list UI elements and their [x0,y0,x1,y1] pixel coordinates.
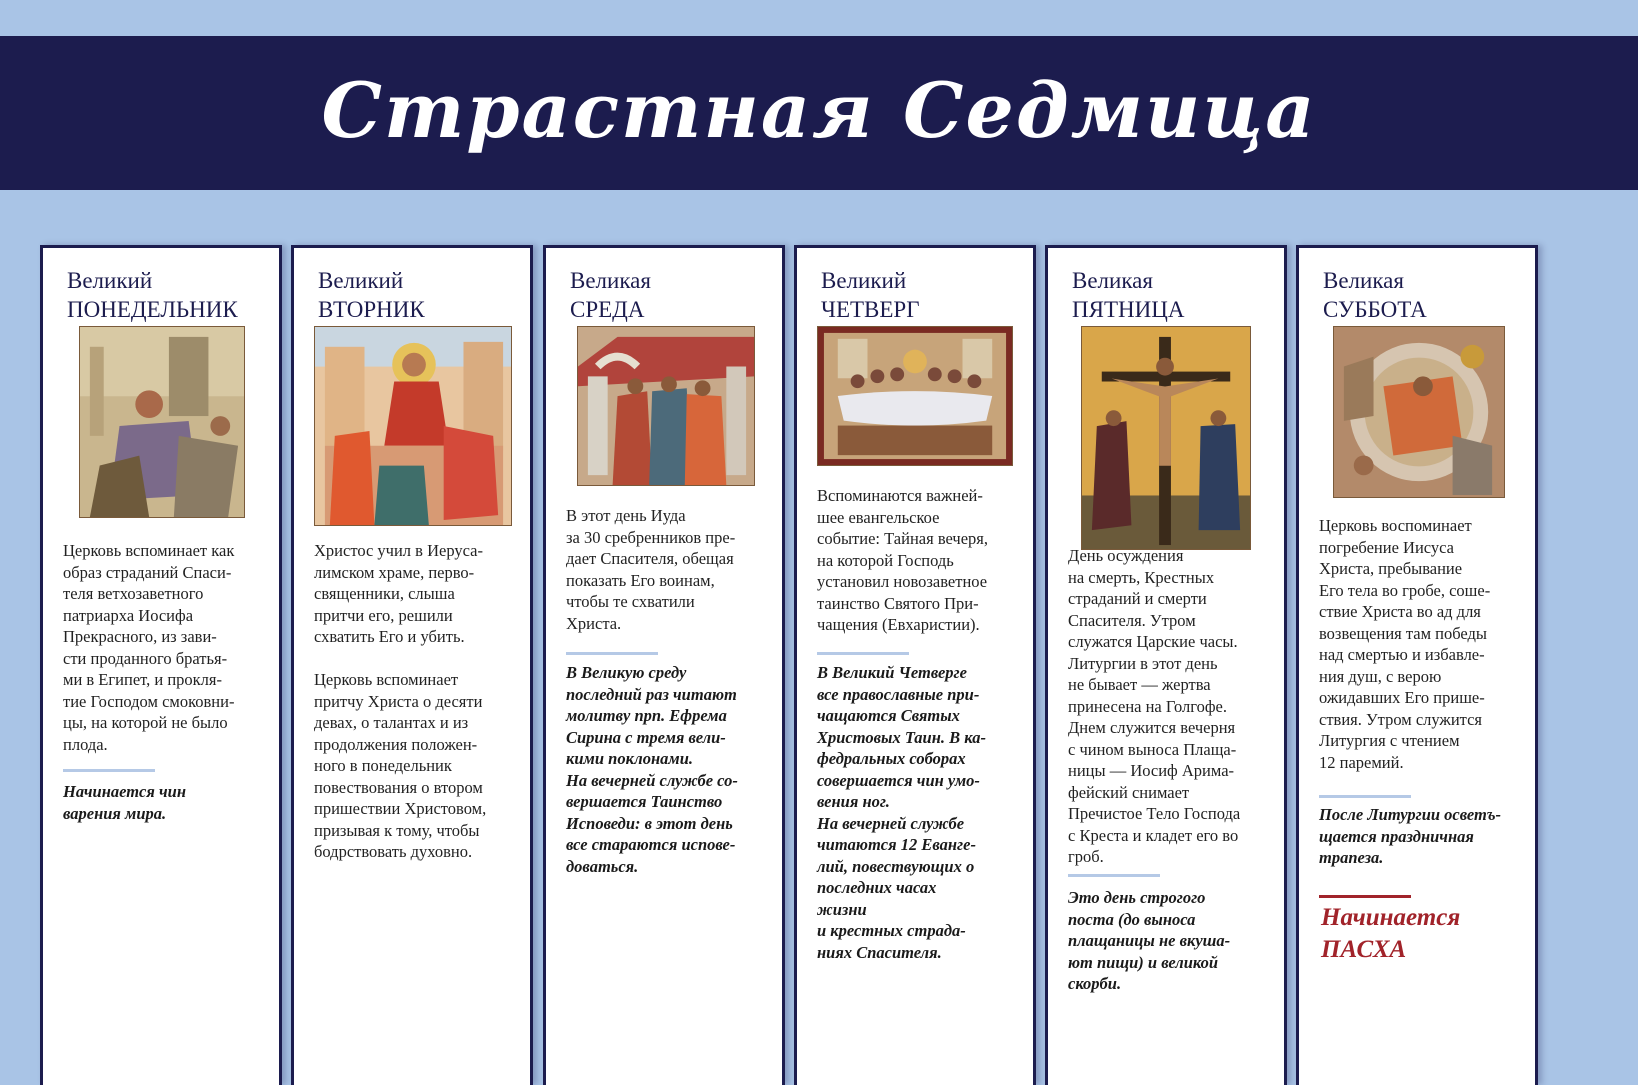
week-columns [40,245,1600,1085]
day-heading [821,266,920,324]
day-card-tuesday [291,245,533,1085]
day-heading-line1: Великий [318,268,404,293]
page-title: Страстная Седмица [321,65,1317,155]
day-description: В этот день Иуда за 30 сребренников пре- дает Спасителя, обещая показать Его воинам, чтобы те схватили Христа. [566,506,736,633]
crucifixion-icon [1081,326,1251,550]
title-banner [0,36,1638,190]
judas-betrayal-icon [577,326,755,486]
day-card-friday [1045,245,1287,1085]
day-heading [1072,266,1184,324]
divider [817,652,909,655]
day-card-monday [40,245,282,1085]
divider [566,652,658,655]
divider [1068,874,1160,877]
day-card-saturday [1296,245,1538,1085]
day-heading [67,266,238,324]
day-heading-line2: ПОНЕДЕЛЬНИК [67,297,238,322]
day-note: Начинается чин варения мира. [63,782,187,823]
day-description: Церковь вспоминает как образ страданий Спаси- теля ветхозаветного патриарха Иосифа Прекрасного, из зави- сти проданного братья- ми в Египет, и прокля- тие Господом смоковни- цы, на которой не было плода. [63,541,235,754]
joseph-icon [79,326,245,518]
day-heading-line1: Великий [821,268,907,293]
day-heading [1323,266,1427,324]
day-heading [570,266,651,324]
day-heading-line2: СРЕДА [570,297,645,322]
day-note: После Литургии осветъ- щается праздничная трапеза. [1319,805,1502,867]
day-note: В Великий Четверге все православные при- чащаются Святых Христовых Таин. В ка- федральных соборах совершается чин умо- вения ног. На вечерней службе читаются 12 Еванге- лий, повествующих о последних часах жизни и крестных страда- ниях Спасителя. [817,663,986,962]
day-note: Это день строгого поста (до выноса плащаницы не вкуша- ют пищи) и великой скорби. [1068,888,1231,993]
divider [63,769,155,772]
day-heading-line2: СУББОТА [1323,297,1427,322]
christ-teaching-icon [314,326,512,526]
day-heading-line1: Великая [1072,268,1153,293]
day-card-wednesday [543,245,785,1085]
day-heading-line1: Великий [67,268,153,293]
last-supper-icon [817,326,1013,466]
easter-announcement: Начинается ПАСХА [1321,904,1461,963]
day-description: Христос учил в Иеруса- лимском храме, перво- священники, слыша притчи его, решили схватить Его и убить. Церковь вспоминает притчу Христа о десяти девах, о талантах и из продолжения положен- ного в понедельник повествования о втором пришествии Христовом, призывая к тому, чтобы бодрствовать духовно. [314,541,487,861]
day-heading-line2: ВТОРНИК [318,297,425,322]
day-card-thursday [794,245,1036,1085]
day-description: Вспоминаются важней- шее евангельское событие: Тайная вечеря, на которой Господь установил новозаветное таинство Святого При- чащения (Евхаристии). [817,486,989,634]
day-description: Церковь воспоминает погребение Иисуса Христа, пребывание Его тела во гробе, соше- ствие Христа во ад для возвещения там победы над смертью и избавле- ния душ, с верою ожидавших Его прише- ствия. Утром служится Литургия с чтением 12 паремий. [1319,516,1491,772]
day-note: В Великую среду последний раз читают молитву прп. Ефрема Сирина с тремя вели- кими поклонами. На вечерней службе со- вершается Таинство Исповеди: в этот день все стараются испове- доваться. [566,663,738,876]
day-heading [318,266,425,324]
divider [1319,795,1411,798]
day-heading-line1: Великая [1323,268,1404,293]
day-heading-line2: ЧЕТВЕРГ [821,297,920,322]
easter-divider [1319,895,1411,898]
day-description: День осуждения на смерть, Крестных страданий и смерти Спасителя. Утром служатся Царские часы. Литургии в этот день не бывает — жертва принесена на Голгофе. Днем служится вечерня с чином выноса Плаща- ницы — Иосиф Арима- фейский снимает Пречистое Тело Господа с Креста и кладет его во гроб. [1068,546,1241,866]
descent-into-hades-icon [1333,326,1505,498]
day-heading-line1: Великая [570,268,651,293]
day-heading-line2: ПЯТНИЦА [1072,297,1185,322]
